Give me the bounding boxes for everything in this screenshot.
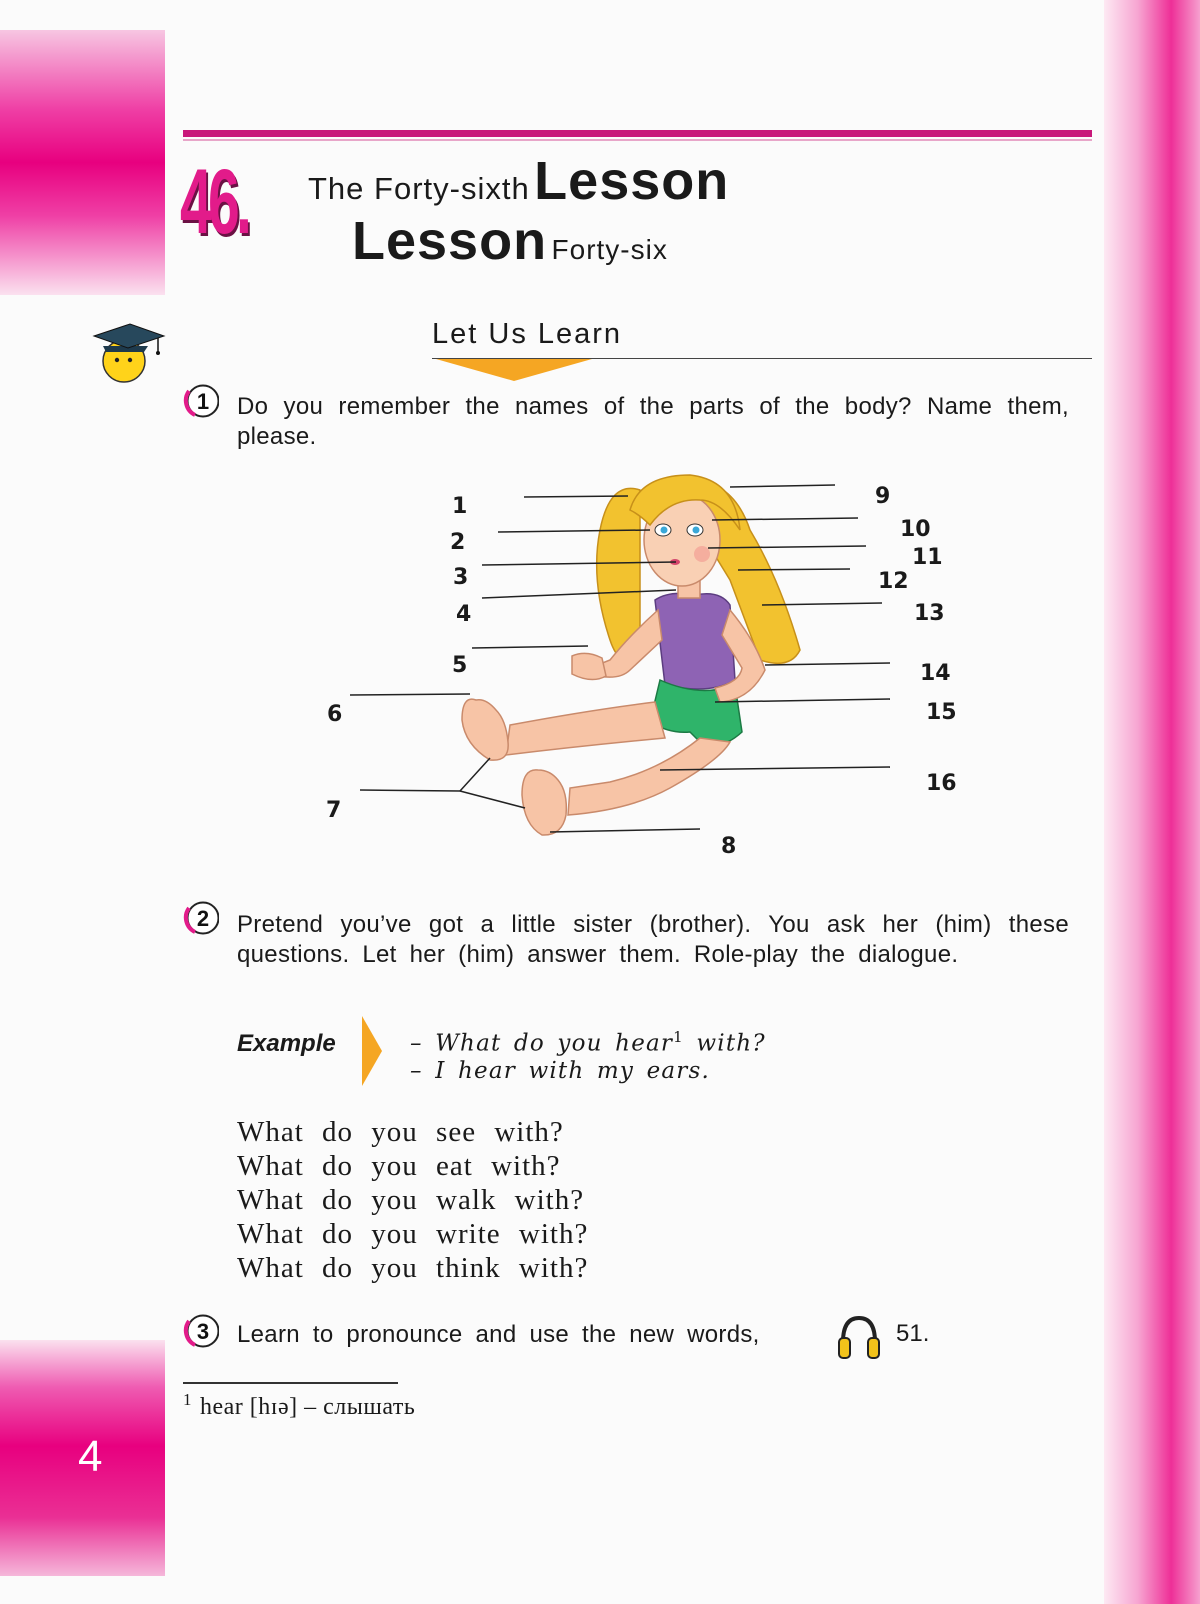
lesson-title-ordinal: The Forty-sixth [308,171,530,206]
question-4: What do you write with? [237,1218,589,1250]
right-decorative-strip [1104,0,1200,1604]
example-label: Example [237,1030,336,1057]
question-2: What do you eat with? [237,1150,561,1182]
task-1-text: Do you remember the names of the parts of the body? Name them, please. [237,393,1069,450]
task-number-2: 2 [196,906,210,931]
body-part-label-11: 11 [912,545,943,570]
body-part-label-7: 7 [326,798,342,823]
body-part-label-4: 4 [456,602,472,627]
page-number: 4 [78,1432,103,1481]
body-part-label-8: 8 [721,834,737,859]
question-1: What do you see with? [237,1116,564,1148]
question-3: What do you walk with? [237,1184,585,1216]
body-part-label-2: 2 [450,530,466,555]
body-part-label-14: 14 [920,661,951,686]
header-rule [183,130,1092,137]
body-part-label-12: 12 [878,569,909,594]
body-part-label-5: 5 [452,653,468,678]
left-decorative-strip-top [0,30,165,295]
body-part-label-13: 13 [914,601,945,626]
headphones-icon [836,1312,882,1362]
task-number-badge-1 [183,383,219,419]
lesson-title-word-2: Lesson [352,211,548,271]
example-answer: – I hear with my ears. [410,1058,711,1084]
body-part-label-15: 15 [926,700,957,725]
graduation-cap-smiley-icon [90,318,166,384]
girl-body-parts-illustration [310,470,950,870]
body-part-label-6: 6 [327,702,343,727]
audio-page-reference: 51. [896,1320,930,1347]
lesson-title-line2 [352,210,668,272]
footnote [183,1390,415,1421]
lesson-title-cardinal: Forty-six [551,234,668,265]
footnote-text: hear [hɪə] – слышать [200,1394,416,1420]
example-arrow-marker [362,1016,384,1086]
task-number-1: 1 [196,389,210,414]
section-marker-triangle [436,359,592,383]
example-question-end: with? [683,1030,766,1057]
lesson-title-word: Lesson [534,151,730,211]
body-part-label-3: 3 [453,565,469,590]
section-title: Let Us Learn [432,318,623,350]
question-5: What do you think with? [237,1252,589,1284]
body-part-label-10: 10 [900,517,931,542]
footnote-rule [183,1382,398,1384]
example-question [410,1028,766,1057]
header-rule-thin [183,139,1092,141]
task-number-badge-3 [183,1313,219,1349]
body-part-label-9: 9 [875,484,891,509]
example-question-start: – What do you hear [410,1030,674,1057]
task-number-badge-2 [183,900,219,936]
lesson-title-line1 [308,150,729,212]
task-number-3: 3 [196,1319,210,1344]
footnote-reference: 1 [673,1028,684,1046]
task-3-text: Learn to pronounce and use the new words, [237,1321,760,1348]
body-part-label-1: 1 [452,494,468,519]
lesson-number: 46. [180,151,249,253]
footnote-mark: 1 [183,1390,192,1409]
body-part-label-16: 16 [926,771,957,796]
task-2-text: Pretend you’ve got a little sister (brother). You ask her (him) these questions. Let her (him) answer them. Role-play the dialogue. [237,911,1069,968]
